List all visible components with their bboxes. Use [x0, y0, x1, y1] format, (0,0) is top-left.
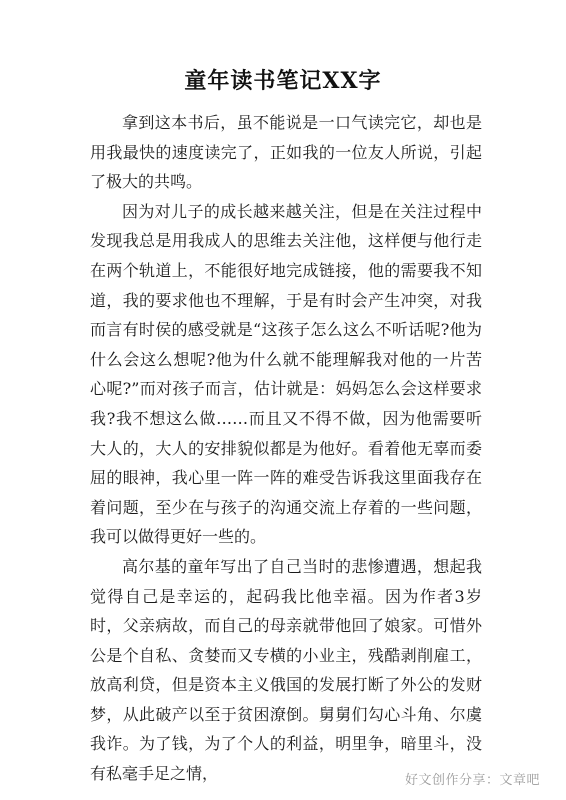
paragraph-1: 拿到这本书后，虽不能说是一口气读完它，却也是用我最快的速度读完了，正如我的一位友人所说，引起了极大的共鸣。 — [90, 113, 482, 192]
paragraph-3: 高尔基的童年写出了自己当时的悲惨遭遇，想起我觉得自己是幸运的，起码我比他幸福。因为作者3岁时，父亲病故，而自己的母亲就带他回了娘家。可惜外公是个自私、贪婪而又专横的小业主，残酷剥削雇工，放高利贷，但是资本主义俄国的发展打断了外公的发财梦，从此破产以至于贫困潦倒。舅舅们勾心斗角、尔虞我诈。为了钱，为了个人的利益，明里争，暗里斗，没有私毫手足之情， — [90, 556, 482, 784]
watermark-text: 好文创作分享：文章吧 — [404, 773, 540, 788]
document-title: 童年读书笔记XX字 — [184, 68, 382, 94]
document-body — [90, 108, 482, 789]
paragraph-2: 因为对儿子的成长越来越关注，但是在关注过程中发现我总是用我成人的思维去关注他，这样便与他行走在两个轨道上，不能很好地完成链接，他的需要我不知道，我的要求他也不理解，于是有时会产生冲突，对我而言有时侯的感受就是“这孩子怎么这么不听话呢?他为什么会这么想呢?他为什么就不能理解我对他的一片苦心呢?”而对孩子而言，估计就是：妈妈怎么会这样要求我?我不想这么做……而且又不得不做，因为他需要听大人的，大人的安排貌似都是为他好。看着他无辜而委屈的眼神，我心里一阵一阵的难受告诉我这里面我存在着问题，至少在与孩子的沟通交流上存着的一些问题，我可以做得更好一些的。 — [90, 201, 482, 547]
